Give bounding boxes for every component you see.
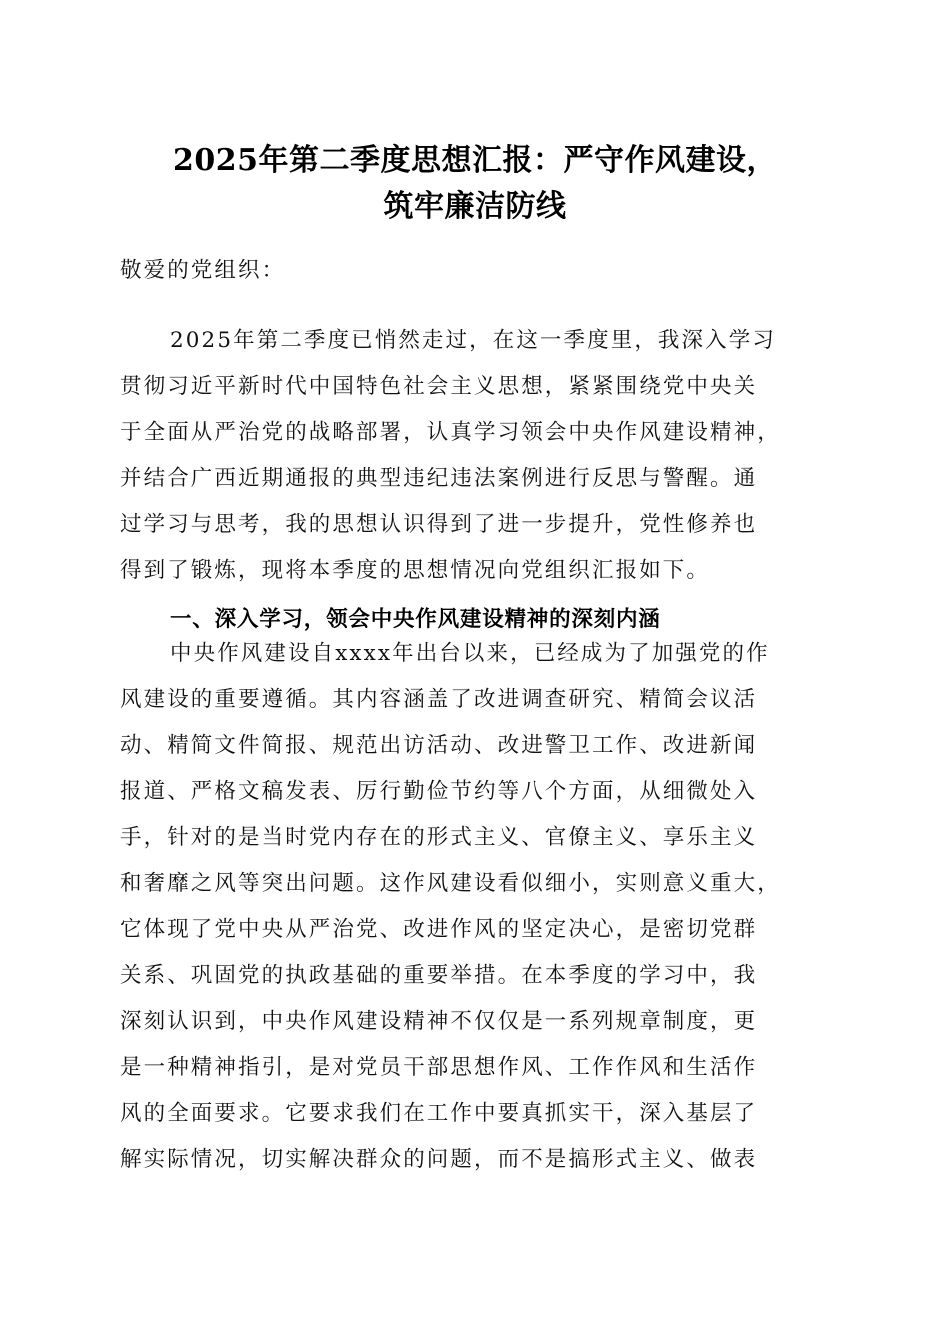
paragraph-line: 深刻认识到，中央作风建设精神不仅仅是一系列规章制度，更 <box>120 1009 758 1034</box>
paragraph-line: 解实际情况，切实解决群众的问题，而不是搞形式主义、做表 <box>120 1147 758 1172</box>
section-1-paragraph <box>120 631 832 1183</box>
salutation: 敬爱的党组织： <box>120 258 286 283</box>
paragraph-line: 贯彻习近平新时代中国特色社会主义思想，紧紧围绕党中央关 <box>120 374 758 399</box>
paragraph-line: 手，针对的是当时党内存在的形式主义、官僚主义、享乐主义 <box>120 825 758 850</box>
paragraph-line: 报道、严格文稿发表、厉行勤俭节约等八个方面，从细微处入 <box>120 779 758 804</box>
paragraph-line: 动、精简文件简报、规范出访活动、改进警卫工作、改进新闻 <box>120 733 758 758</box>
paragraph-line: 风建设的重要遵循。其内容涵盖了改进调查研究、精简会议活 <box>120 687 758 712</box>
paragraph-line: 是一种精神指引，是对党员干部思想作风、工作作风和生活作 <box>120 1055 758 1080</box>
intro-paragraph <box>120 318 832 594</box>
section-heading-1: 一、深入学习，领会中央作风建设精神的深刻内涵 <box>170 607 661 632</box>
document-title-line-2: 筑牢廉洁防线 <box>383 189 567 224</box>
paragraph-line: 2025年第二季度已悄然走过，在这一季度里，我深入学习 <box>170 328 776 353</box>
paragraph-line: 中央作风建设自xxxx年出台以来，已经成为了加强党的作 <box>170 641 770 666</box>
paragraph-line: 过学习与思考，我的思想认识得到了进一步提升，党性修养也 <box>120 512 758 537</box>
paragraph-line: 于全面从严治党的战略部署，认真学习领会中央作风建设精神， <box>120 420 781 445</box>
document-title-line-1: 2025年第二季度思想汇报：严守作风建设， <box>173 143 777 178</box>
paragraph-line: 和奢靡之风等突出问题。这作风建设看似细小，实则意义重大， <box>120 871 781 896</box>
paragraph-line: 得到了锻炼，现将本季度的思想情况向党组织汇报如下。 <box>120 558 711 583</box>
paragraph-line: 它体现了党中央从严治党、改进作风的坚定决心，是密切党群 <box>120 917 758 942</box>
paragraph-line: 风的全面要求。它要求我们在工作中要真抓实干，深入基层了 <box>120 1101 758 1126</box>
paragraph-line: 关系、巩固党的执政基础的重要举措。在本季度的学习中，我 <box>120 963 758 988</box>
paragraph-line: 并结合广西近期通报的典型违纪违法案例进行反思与警醒。通 <box>120 466 758 491</box>
